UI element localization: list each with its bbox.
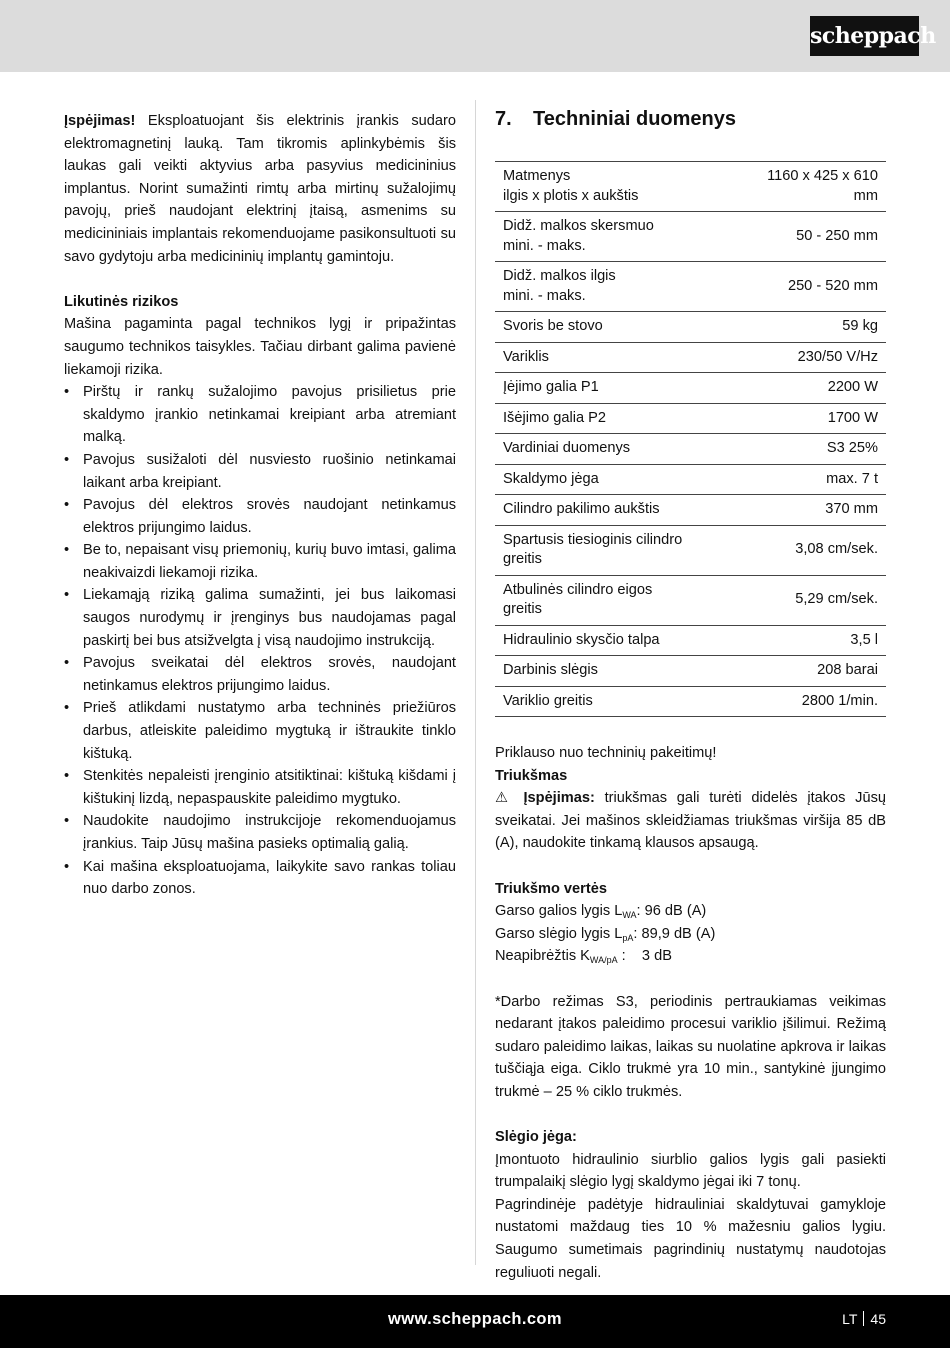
risk-bullet-item: • Prieš atlikdami nustatymo arba techninės priežiūros darbus, atleiskite paleidimo mygtuką ir ištraukite tinklo kištuką. [64, 697, 456, 765]
spec-value: 250 - 520 mm [732, 262, 886, 312]
spec-row [495, 342, 886, 373]
spec-label: Vardiniai duomenys [495, 434, 732, 465]
warning-triangle-icon: ⚠ [495, 790, 514, 807]
spec-label: Spartusis tiesioginis cilindro greitis [495, 525, 732, 575]
spec-label: Išėjimo galia P2 [495, 403, 732, 434]
spec-row [495, 262, 886, 312]
noise-value-subscript: WA [622, 910, 637, 921]
spec-value: 2800 1/min. [732, 686, 886, 717]
residual-risks-heading: Likutinės rizikos [64, 293, 179, 310]
noise-value-subscript: WA/pA [589, 955, 618, 966]
spec-row [495, 686, 886, 717]
spec-label: Matmenys ilgis x plotis x aukštis [495, 162, 732, 212]
spec-value: 208 barai [732, 656, 886, 687]
spec-value: 3,08 cm/sek. [732, 525, 886, 575]
risk-bullet-item: • Kai mašina eksploatuojama, laikykite savo rankas toliau nuo darbo zonos. [64, 856, 456, 901]
spec-row [495, 656, 886, 687]
noise-value-amount: : 89,9 dB (A) [633, 925, 716, 942]
duty-note: *Darbo režimas S3, periodinis pertraukiamas veikimas nedarant įtakos paleidimo procesui variklio įšilimui. Režimą sudaro paleidimo laikas, laikas su nuolatine apkrova ir laikas tuščiąja eiga. Ciklo trukmė yra 10 min., santykinė įjungimo trukmė – 25 % ciklo trukmės. [495, 993, 886, 1100]
technical-data-table [495, 161, 886, 717]
risk-bullet-item: • Be to, nepaisant visų priemonių, kurių buvo imtasi, galima neakivaizdi liekamoji rizika. [64, 539, 456, 584]
spec-value: 50 - 250 mm [732, 212, 886, 262]
noise-value-line [495, 923, 886, 946]
language-code: LT [842, 1311, 858, 1327]
spec-value: S3 25% [732, 434, 886, 465]
noise-heading: Triukšmas [495, 767, 568, 784]
spec-label: Variklio greitis [495, 686, 732, 717]
risk-bullet-item: • Pavojus sveikatai dėl elektros srovės, naudojant netinkamus elektros prijungimo laidus. [64, 652, 456, 697]
section-number: 7. [495, 108, 512, 130]
page-indicator [842, 1311, 886, 1327]
spec-label: Darbinis slėgis [495, 656, 732, 687]
spec-row [495, 625, 886, 656]
noise-value-line [495, 945, 886, 968]
warning-label: Įspėjimas! [64, 113, 136, 129]
column-divider [475, 100, 476, 1265]
spec-row [495, 403, 886, 434]
warning-text: Eksploatuojant šis elektrinis įrankis sudaro elektromagnetinį lauką. Tam tikromis aplinkybėmis šis laukas gali veikti aktyvius arba pasyvius medicininius implantus. Norint sumažinti rimtų arba mirtinų sužalojimų pavojų, prieš naudojant elektrinį įtaisą, asmenims su medicininiais implantais rekomenduojame pasikonsultuoti su savo gydytoju arba medicininių implantų gamintoju. [64, 113, 456, 265]
spec-row [495, 525, 886, 575]
spec-label: Variklis [495, 342, 732, 373]
noise-warning-text: triukšmas gali turėti didelės įtakos Jūsų sveikatai. Jei mašinos skleidžiamas triukšmas viršija 85 dB (A), naudokite tinkamą klausos apsaugą. [495, 790, 886, 852]
risk-bullet-item: • Liekamąją riziką galima sumažinti, jei bus laikomasi saugos nurodymų ir įrenginys bus naudojamas pagal paskirtį bei bus atsižvelgta į visą naudojimo instrukciją. [64, 584, 456, 652]
spec-row [495, 434, 886, 465]
noise-value-amount: : 96 dB (A) [636, 903, 707, 920]
noise-value-subscript: pA [622, 932, 634, 943]
spec-label: Svoris be stovo [495, 312, 732, 343]
spec-label: Skaldymo jėga [495, 464, 732, 495]
noise-warning-paragraph [495, 787, 886, 855]
noise-warning-label: Įspėjimas: [523, 790, 595, 807]
right-column [495, 105, 886, 1284]
spec-value: 370 mm [732, 495, 886, 526]
spec-label: Didž. malkos ilgis mini. - maks. [495, 262, 732, 312]
changes-note: Priklauso nuo techninių pakeitimų! [495, 745, 717, 761]
spec-value: 230/50 V/Hz [732, 342, 886, 373]
left-column [64, 110, 456, 901]
spec-row [495, 373, 886, 404]
spec-value: 2200 W [732, 373, 886, 404]
header-bar [0, 0, 950, 72]
spec-label: Įėjimo galia P1 [495, 373, 732, 404]
spec-label: Hidraulinio skysčio talpa [495, 625, 732, 656]
pressure-heading: Slėgio jėga: [495, 1129, 577, 1146]
section-heading [495, 105, 886, 133]
spec-value: 3,5 l [732, 625, 886, 656]
website-link[interactable]: www.scheppach.com [388, 1310, 562, 1328]
spec-value: 1700 W [732, 403, 886, 434]
spec-value: 5,29 cm/sek. [732, 575, 886, 625]
residual-risks-intro: Mašina pagaminta pagal technikos lygį ir pripažintas saugumo technikos taisykles. Tačiau dirbant galima pavienė liekamoji rizika. [64, 316, 456, 378]
noise-value-line [495, 900, 886, 923]
noise-value-amount: : 3 dB [617, 948, 672, 965]
spec-row [495, 212, 886, 262]
emf-warning-paragraph [64, 110, 456, 268]
noise-values-heading: Triukšmo vertės [495, 880, 607, 897]
risk-bullet-item: • Naudokite naudojimo instrukcijoje rekomenduojamus įrankius. Taip Jūsų mašina pasieks optimalią galią. [64, 810, 456, 855]
risk-bullet-item: • Pirštų ir rankų sužalojimo pavojus prisilietus prie skaldymo įrankio netinkamai kreipiant arba atremiant malką. [64, 381, 456, 449]
pressure-paragraph-2: Pagrindinėje padėtyje hidrauliniai skaldytuvai gamykloje nustatomi maždaug ties 10 % mažesniu galios lygiu. Saugumo sumetimais pagrindinių nustatymų naudotojas reguliuoti negali. [495, 1196, 886, 1281]
scheppach-logo: scheppach [810, 16, 919, 56]
risk-bullet-item: • Pavojus susižaloti dėl nusviesto ruošinio netinkamai laikant arba kreipiant. [64, 449, 456, 494]
risk-bullet-item: • Pavojus dėl elektros srovės naudojant netinkamus elektros prijungimo laidus. [64, 494, 456, 539]
spec-row [495, 495, 886, 526]
residual-risks-list [64, 381, 456, 901]
spec-label: Atbulinės cilindro eigos greitis [495, 575, 732, 625]
noise-values-list [495, 900, 886, 968]
spec-label: Didž. malkos skersmuo mini. - maks. [495, 212, 732, 262]
section-title: Techniniai duomenys [533, 108, 736, 130]
spec-row [495, 464, 886, 495]
spec-value: max. 7 t [732, 464, 886, 495]
spec-row [495, 575, 886, 625]
pressure-paragraph-1: Įmontuoto hidraulinio siurblio galios lygis gali pasiekti trumpalaikį slėgio lygį skaldymo jėgai iki 7 tonų. [495, 1151, 886, 1191]
spec-value: 1160 x 425 x 610 mm [732, 162, 886, 212]
noise-value-label: Neapibrėžtis K [495, 948, 590, 965]
risk-bullet-item: • Stenkitės nepaleisti įrenginio atsitiktinai: kištuką kišdami į kištukinį lizdą, nepaspauskite paleidimo mygtuko. [64, 765, 456, 810]
spec-value: 59 kg [732, 312, 886, 343]
spec-row [495, 312, 886, 343]
page-separator [863, 1311, 864, 1326]
spec-row [495, 162, 886, 212]
spec-label: Cilindro pakilimo aukštis [495, 495, 732, 526]
noise-value-label: Garso slėgio lygis L [495, 925, 623, 942]
noise-value-label: Garso galios lygis L [495, 903, 623, 920]
footer-bar [0, 1295, 950, 1348]
page-number: 45 [870, 1311, 886, 1327]
